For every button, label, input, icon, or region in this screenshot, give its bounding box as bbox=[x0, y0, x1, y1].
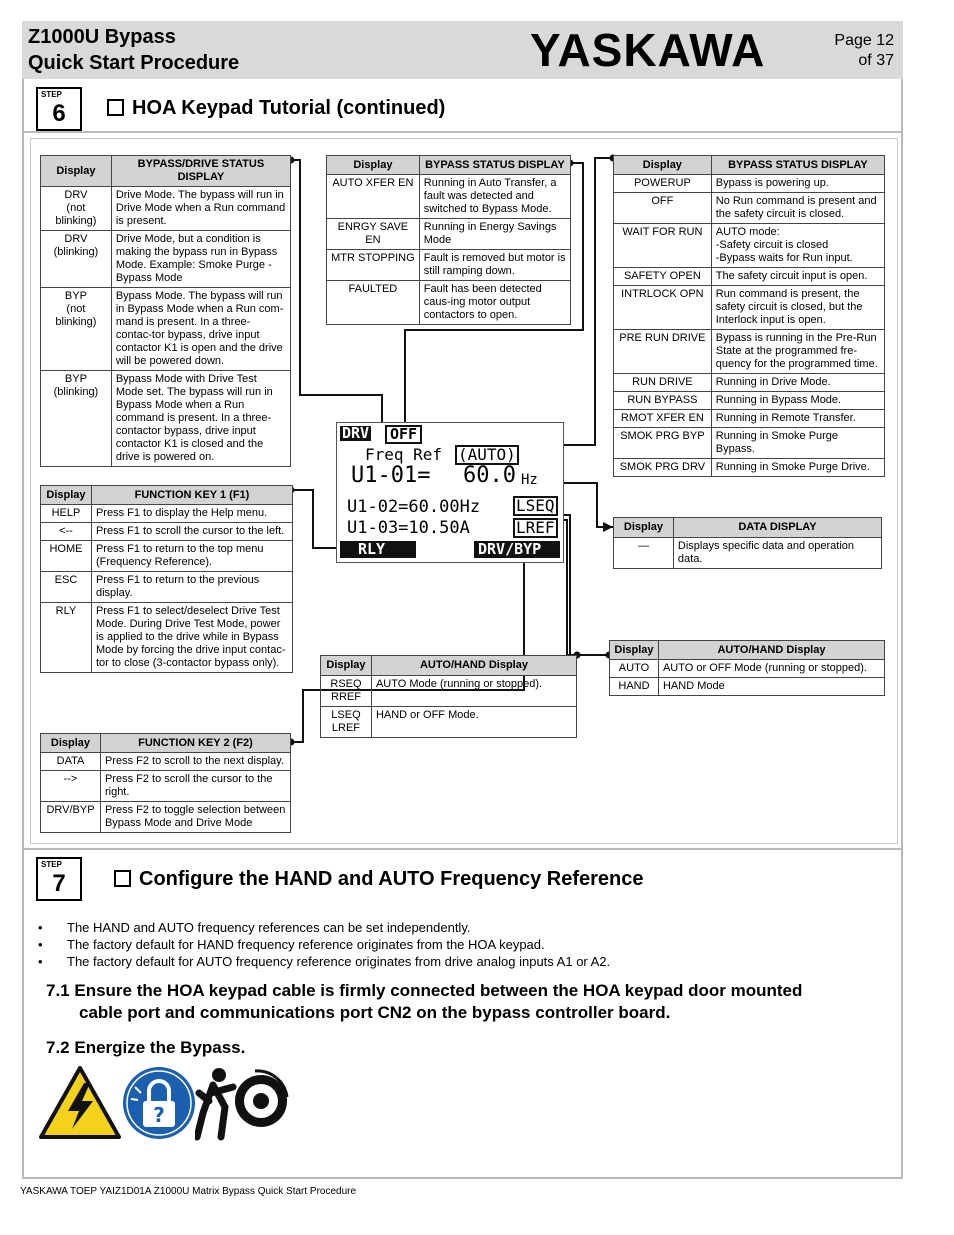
table-row: RUN BYPASS Running in Bypass Mode. bbox=[614, 392, 885, 410]
table-row: — Displays specific data and operation data. bbox=[614, 538, 882, 569]
table-function-key-1 bbox=[40, 485, 293, 673]
substep-7-2: 7.2 Energize the Bypass. bbox=[46, 1038, 246, 1057]
column-header: Display bbox=[610, 641, 659, 660]
checkbox-icon[interactable] bbox=[114, 870, 131, 887]
table-row: AUTO XFER EN Running in Auto Transfer, a fault was detected and switched to Bypass Mode. bbox=[327, 175, 571, 219]
table-row: RSEQ RREF AUTO Mode (running or stopped). bbox=[321, 676, 577, 707]
lcd-status: OFF bbox=[385, 425, 422, 444]
page-number: Page 12 of 37 bbox=[834, 32, 894, 69]
step-7-badge: STEP 7 bbox=[36, 857, 82, 901]
svg-text:?: ? bbox=[153, 1103, 165, 1127]
list-item: • The HAND and AUTO frequency references can be set independently. bbox=[38, 919, 888, 936]
table-row: HELP Press F1 to display the Help menu. bbox=[41, 505, 293, 523]
lcd-freq-ref-label: Freq Ref bbox=[365, 445, 443, 464]
column-header: Display bbox=[41, 486, 92, 505]
step-6-badge: STEP 6 bbox=[36, 87, 82, 131]
lcd-line-3: U1-03=10.50A bbox=[347, 518, 470, 538]
column-header: Display bbox=[321, 656, 372, 676]
table-row: HOME Press F1 to return to the top menu (Frequency Reference). bbox=[41, 541, 293, 572]
table-row: PRE RUN DRIVE Bypass is running in the Pre-Run State at the programmed fre-quency for the programmed time. bbox=[614, 330, 885, 374]
column-header: FUNCTION KEY 1 (F1) bbox=[91, 486, 292, 505]
lcd-mode: DRV bbox=[342, 424, 370, 442]
table-row: BYP (not blinking) Bypass Mode. The bypass will run in Bypass Mode when a Run com-mand is present. In a three-contac-tor bypass, drive input contactor K1 is open and the drive will be powered down. bbox=[41, 288, 291, 371]
column-header: Display bbox=[327, 156, 420, 175]
column-header: BYPASS STATUS DISPLAY bbox=[419, 156, 570, 175]
column-header: BYPASS/DRIVE STATUS DISPLAY bbox=[111, 156, 290, 187]
table-row: HAND HAND Mode bbox=[610, 678, 885, 696]
table-row: RUN DRIVE Running in Drive Mode. bbox=[614, 374, 885, 392]
table-row: BYP (blinking) Bypass Mode with Drive Test Mode set. The bypass will run in Bypass Mode when a Run command is present. In a three-contactor bypass, drive input contactor K1 is closed and the drive is powered on. bbox=[41, 371, 291, 467]
table-row: DRV (blinking) Drive Mode, but a condition is making the bypass run in Bypass Mode. Example: Smoke Purge - Bypass Mode bbox=[41, 231, 291, 288]
high-voltage-warning-icon bbox=[38, 1065, 122, 1141]
column-header: BYPASS STATUS DISPLAY bbox=[711, 156, 884, 175]
column-header: Display bbox=[41, 734, 101, 753]
lcd-f1-label[interactable]: RLY bbox=[340, 541, 416, 558]
column-header: Display bbox=[614, 518, 674, 538]
table-row: DRV/BYP Press F2 to toggle selection between Bypass Mode and Drive Mode bbox=[41, 802, 291, 833]
table-row: ENRGY SAVE EN Running in Energy Savings Mode bbox=[327, 219, 571, 250]
table-row: ESC Press F1 to return to the previous display. bbox=[41, 572, 293, 603]
substep-7-1: 7.1 Ensure the HOA keypad cable is firmly connected between the HOA keypad door mounted cable port and communications port CN2 on the bypass controller board. bbox=[46, 981, 803, 1022]
column-header: AUTO/HAND Display bbox=[371, 656, 576, 676]
column-header: Display bbox=[614, 156, 712, 175]
connector-arrow bbox=[603, 522, 613, 532]
lcd-freq-ref-source: (AUTO) bbox=[455, 445, 519, 465]
step-7-title: Configure the HAND and AUTO Frequency Reference bbox=[114, 867, 644, 891]
rotating-machinery-icon bbox=[195, 1063, 291, 1143]
table-row: INTRLOCK OPN Run command is present, the safety circuit is closed, but the Interlock input is open. bbox=[614, 286, 885, 330]
table-row: SMOK PRG DRV Running in Smoke Purge Drive. bbox=[614, 459, 885, 477]
column-header: Display bbox=[41, 156, 112, 187]
table-data-display bbox=[613, 517, 882, 569]
lcd-f2-label[interactable]: DRV/BYP bbox=[474, 541, 560, 558]
page-footer: YASKAWA TOEP YAIZ1D01A Z1000U Matrix Bypass Quick Start Procedure bbox=[20, 1186, 357, 1197]
table-auto-hand-mid bbox=[320, 655, 577, 738]
lcd-main-unit: Hz bbox=[521, 472, 538, 488]
table-auto-hand-right bbox=[609, 640, 885, 696]
column-header: FUNCTION KEY 2 (F2) bbox=[100, 734, 290, 753]
table-row: <-- Press F1 to scroll the cursor to the left. bbox=[41, 523, 293, 541]
table-function-key-2 bbox=[40, 733, 291, 833]
yaskawa-logo: YASKAWA bbox=[530, 24, 766, 76]
list-item: • The factory default for HAND frequency reference originates from the HOA keypad. bbox=[38, 936, 888, 953]
lcd-seq-indicator: LSEQ bbox=[513, 496, 558, 516]
table-row: AUTO AUTO or OFF Mode (running or stopped). bbox=[610, 660, 885, 678]
table-row: RMOT XFER EN Running in Remote Transfer. bbox=[614, 410, 885, 428]
connector-autohand-right bbox=[558, 515, 609, 655]
step-7-bullet-list bbox=[38, 919, 888, 970]
lcd-ref-indicator: LREF bbox=[513, 518, 558, 538]
table-row: MTR STOPPING Fault is removed but motor is still ramping down. bbox=[327, 250, 571, 281]
list-item: • The factory default for AUTO frequency reference originates from drive analog inputs A1 or A2. bbox=[38, 953, 888, 970]
table-row: LSEQ LREF HAND or OFF Mode. bbox=[321, 707, 577, 738]
step-6-title: HOA Keypad Tutorial (continued) bbox=[107, 96, 445, 120]
table-row: DATA Press F2 to scroll to the next display. bbox=[41, 753, 291, 771]
table-row: OFF No Run command is present and the safety circuit is closed. bbox=[614, 193, 885, 224]
table-bypass-status-right bbox=[613, 155, 885, 477]
table-row: WAIT FOR RUN AUTO mode: -Safety circuit is closed -Bypass waits for Run input. bbox=[614, 224, 885, 268]
table-row: SAFETY OPEN The safety circuit input is open. bbox=[614, 268, 885, 286]
table-row: --> Press F2 to scroll the cursor to the right. bbox=[41, 771, 291, 802]
column-header: AUTO/HAND Display bbox=[658, 641, 884, 660]
document-title: Z1000U Bypass Quick Start Procedure bbox=[28, 26, 240, 74]
lcd-main-param: U1-01= bbox=[351, 463, 431, 488]
lockout-required-icon bbox=[121, 1065, 197, 1141]
lcd-line-2: U1-02=60.00Hz bbox=[347, 497, 481, 517]
table-row: RLY Press F1 to select/deselect Drive Test Mode. During Drive Test Mode, power is applied to the drive while in Bypass Mode by forcing the drive input contac-tor to close (3-contactor bypass only). bbox=[41, 603, 293, 673]
lcd-main-value: 60.0 bbox=[463, 463, 516, 488]
table-bypass-drive-status bbox=[40, 155, 291, 467]
table-bypass-status-mid bbox=[326, 155, 571, 325]
table-row: FAULTED Fault has been detected caus-ing motor output contactors to open. bbox=[327, 281, 571, 325]
table-row: SMOK PRG BYP Running in Smoke Purge Bypass. bbox=[614, 428, 885, 459]
hoa-keypad-lcd bbox=[336, 422, 564, 563]
column-header: DATA DISPLAY bbox=[673, 518, 881, 538]
divider bbox=[24, 848, 901, 850]
table-row: POWERUP Bypass is powering up. bbox=[614, 175, 885, 193]
table-row: DRV (not blinking) Drive Mode. The bypass will run in Drive Mode when a Run command is present. bbox=[41, 187, 291, 231]
connector-f1 bbox=[291, 490, 340, 548]
